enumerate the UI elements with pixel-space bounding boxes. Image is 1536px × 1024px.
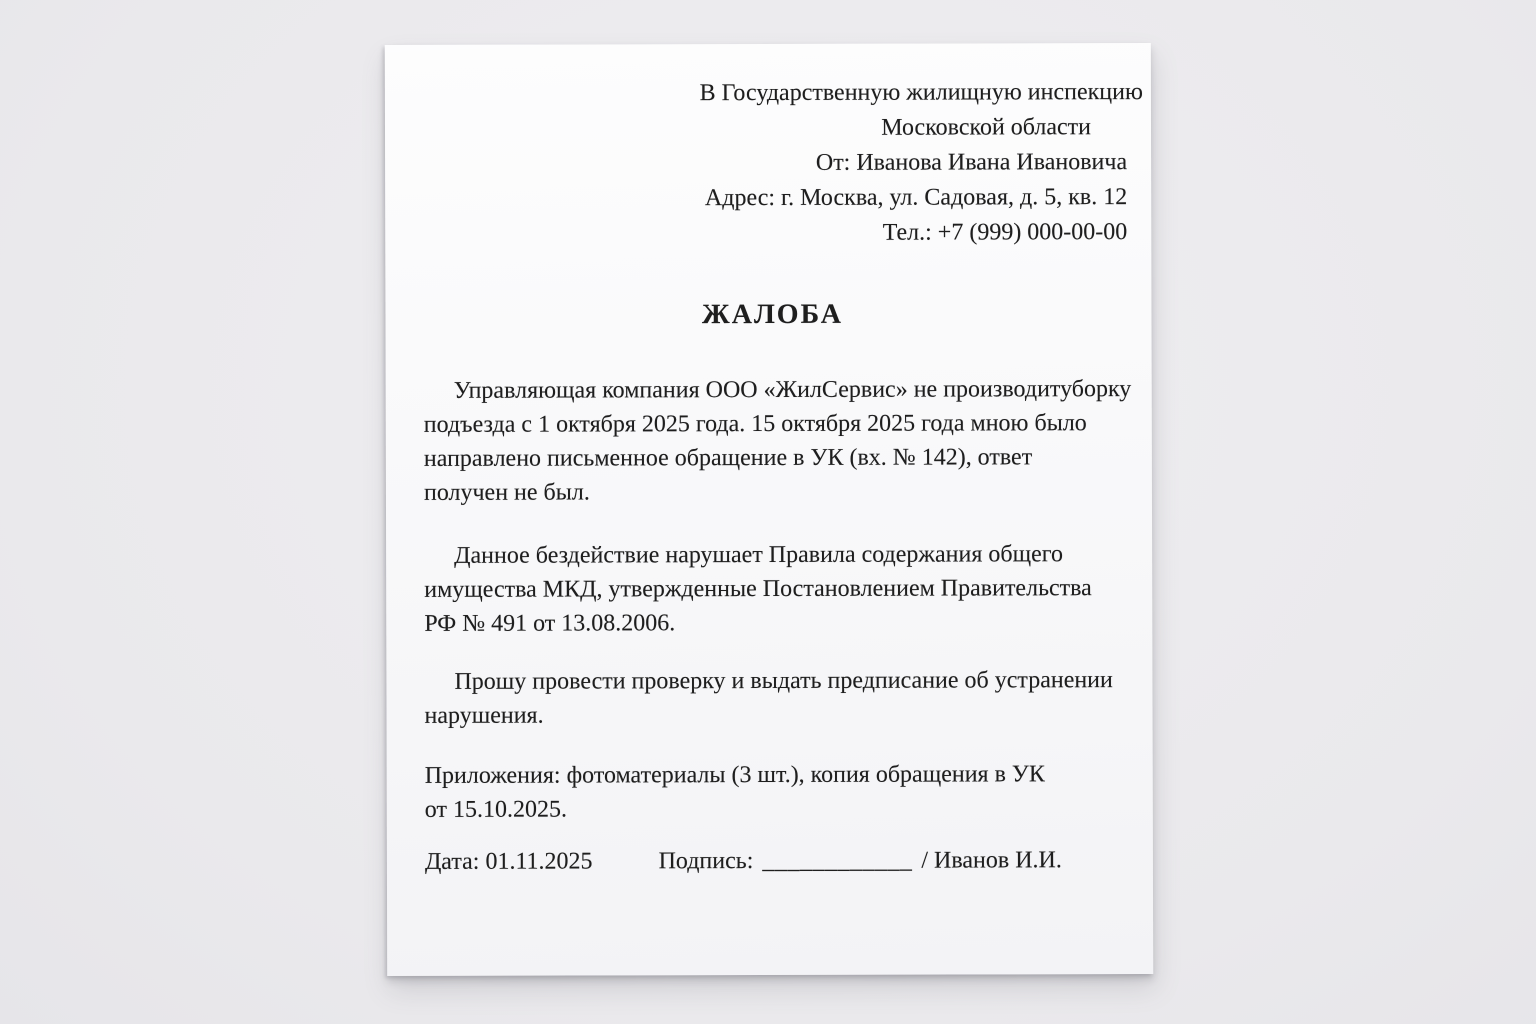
letter-header-block: [423, 43, 1144, 252]
signature-line: ____________: [762, 847, 913, 875]
date-value: Дата: 01.11.2025: [424, 848, 593, 875]
document-title: ЖАЛОБА: [701, 298, 843, 331]
recipient-region: Московской области: [881, 114, 1092, 141]
paragraph-legal-basis: Данное бездействие нарушает Правила содержания общего имущества МКД, утвержденные Постановлением Правительства РФ № 491 от 13.08.2006.: [424, 541, 1092, 637]
date-signature-row: [425, 843, 1145, 879]
sender-name: От: Иванова Ивана Ивановича: [815, 149, 1128, 176]
paragraph-complaint-facts: Управляющая компания ООО «ЖилСервис» не производитуборку подъезда с 1 октября 2025 года. 15 октября 2025 года мною было направлено письменное обращение в УК (вх. № 142), ответ получен не был.: [423, 376, 1132, 506]
sender-phone: Тел.: +7 (999) 000-00-00: [882, 219, 1128, 246]
complaint-letter-page: [385, 43, 1153, 976]
signature-label: Подпись:: [658, 848, 754, 875]
sender-address: Адрес: г. Москва, ул. Садовая, д. 5, кв. 12: [704, 184, 1128, 212]
signature-block: [659, 843, 1062, 878]
paragraph-request: Прошу провести проверку и выдать предписание об устранении нарушения.: [424, 667, 1113, 729]
signature-name: / Иванов И.И.: [921, 847, 1062, 874]
attachments-note: Приложения: фотоматериалы (3 шт.), копия обращения в УК от 15.10.2025.: [424, 761, 1045, 823]
recipient-authority: В Государственную жилищную инспекцию: [699, 79, 1143, 107]
